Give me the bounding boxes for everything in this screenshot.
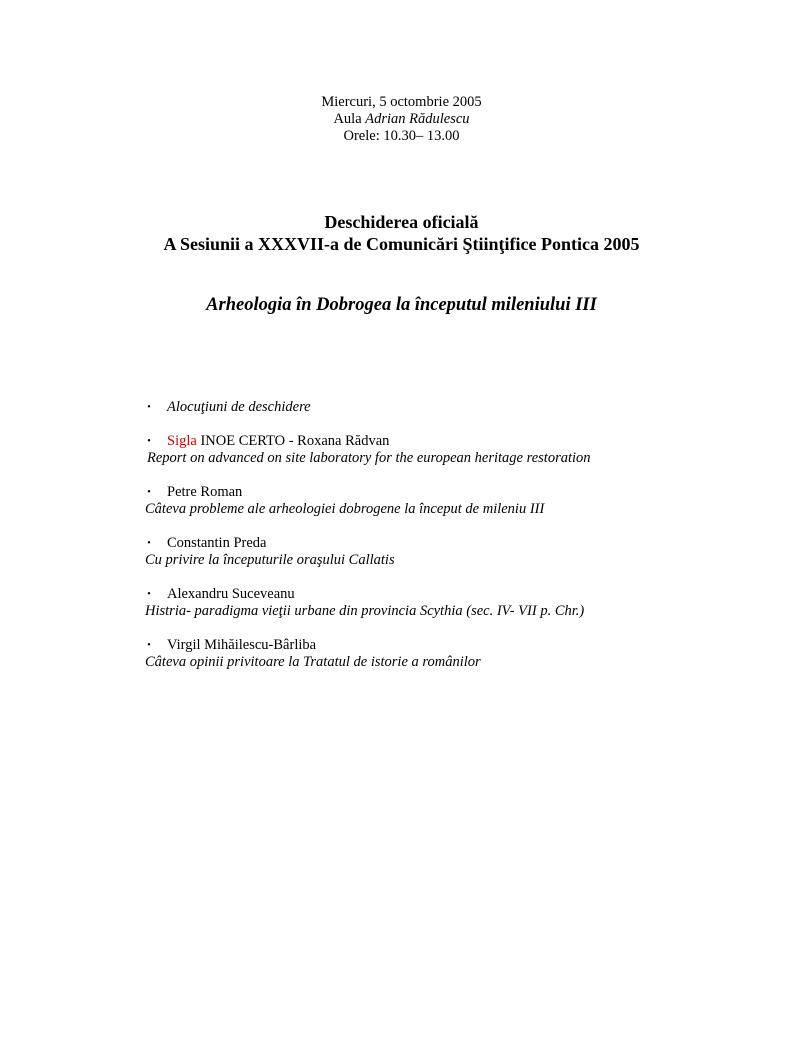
- bullet-icon: •: [147, 640, 151, 651]
- bullet-icon: •: [147, 436, 151, 447]
- item-speaker: Virgil Mihăilescu-Bârliba: [167, 637, 317, 653]
- session-header: [0, 94, 803, 145]
- item-paper-title: Câteva opinii privitoare la Tratatul de istorie a românilor: [145, 654, 481, 670]
- bullet-icon: •: [147, 538, 151, 549]
- item-paper-title: Histria- paradigma vieţii urbane din provincia Scythia (sec. IV- VII p. Chr.): [145, 603, 585, 619]
- item-paper-title: Cu privire la începuturile oraşului Callatis: [145, 552, 395, 568]
- item-speaker: INOE CERTO - Roxana Rădvan: [196, 433, 390, 449]
- page-title: [0, 211, 803, 255]
- program-list: [145, 399, 765, 688]
- room-prefix: Aula: [333, 111, 366, 127]
- title-line-2: A Sesiunii a XXXVII-a de Comunicări Ştiinţifice Pontica 2005: [163, 234, 640, 254]
- program-item: [145, 484, 765, 518]
- item-prefix: Sigla: [167, 433, 197, 449]
- program-item: [145, 586, 765, 620]
- bullet-icon: •: [147, 487, 151, 498]
- session-room: [0, 111, 803, 128]
- item-speaker: Petre Roman: [167, 484, 243, 500]
- program-item: [145, 433, 765, 467]
- item-paper-title: Câteva probleme ale arheologiei dobrogene la început de mileniu III: [145, 501, 545, 517]
- program-item: [145, 399, 765, 416]
- item-heading: Alocuţiuni de deschidere: [167, 399, 311, 415]
- program-item: [145, 637, 765, 671]
- bullet-icon: •: [147, 589, 151, 600]
- session-hours: Orele: 10.30– 13.00: [343, 128, 460, 144]
- item-speaker: Alexandru Suceveanu: [167, 586, 295, 602]
- item-speaker: Constantin Preda: [167, 535, 267, 551]
- title-line-1: Deschiderea oficială: [324, 212, 479, 232]
- room-name: Adrian Rădulescu: [365, 111, 470, 127]
- session-date: Miercuri, 5 octombrie 2005: [321, 94, 482, 110]
- program-item: [145, 535, 765, 569]
- item-paper-title: Report on advanced on site laboratory for the european heritage restoration: [147, 450, 591, 466]
- bullet-icon: •: [147, 402, 151, 413]
- section-subtitle: Arheologia în Dobrogea la începutul mileniului III: [206, 295, 597, 315]
